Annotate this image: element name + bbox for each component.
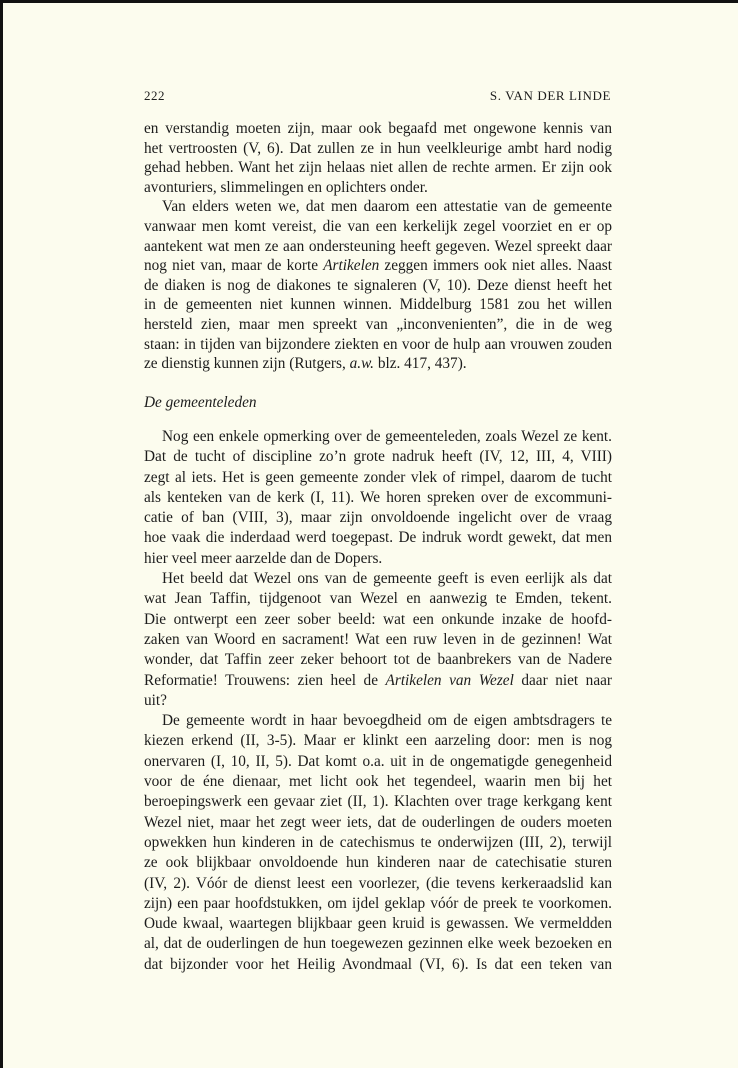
text-run: Reformatie! Trouwens: zien heel de xyxy=(144,671,386,689)
text-run: zaken van Woord en sacrament! Wat een ruw leven in de gezinnen! Wat xyxy=(144,630,612,648)
text-line xyxy=(144,335,612,355)
scan-edge-left xyxy=(0,0,3,1068)
italic-text: Artikelen xyxy=(323,257,380,275)
text-line xyxy=(144,691,612,711)
text-run: blz. 417, 437). xyxy=(374,355,467,373)
text-run: wonder, dat Taffin zeer zeker behoort tot de baanbrekers van de Nadere xyxy=(144,651,612,669)
text-run: in de gemeenten niet kunnen winnen. Middelburg 1581 zou het willen xyxy=(144,296,612,314)
text-line xyxy=(144,772,612,792)
text-line xyxy=(144,237,612,257)
text-line xyxy=(144,671,612,691)
text-line xyxy=(144,731,612,751)
line-content xyxy=(144,611,612,628)
text-line xyxy=(144,528,612,548)
text-run: dat bijzonder voor het Heilig Avondmaal (VI, 6). Is dat een teken van xyxy=(144,955,612,973)
italic-text: Artikelen van Wezel xyxy=(385,671,514,689)
line-content xyxy=(144,469,612,486)
line-content xyxy=(144,238,612,255)
text-run: staan: in tijden van bijzondere ziekten en voor de hulp aan vrouwen zouden xyxy=(144,335,612,353)
text-line xyxy=(144,256,612,276)
text-line xyxy=(144,488,612,508)
text-line xyxy=(144,427,612,447)
text-line xyxy=(144,217,612,237)
text-run: vanwaar men komt vereist, die van een kerkelijk zegel voorziet en er op xyxy=(144,217,612,235)
line-content xyxy=(144,218,612,235)
text-line xyxy=(144,569,612,589)
line-content xyxy=(144,590,612,607)
text-run: ze ook blijkbaar onvoldoende hun kinderen naar de catechisatie sturen xyxy=(144,854,612,872)
line-content xyxy=(144,875,612,892)
line-content xyxy=(144,915,612,932)
text-line xyxy=(144,158,612,178)
text-line xyxy=(144,610,612,630)
text-line xyxy=(144,508,612,528)
text-line xyxy=(144,894,612,914)
text-run: ze dienstig kunnen zijn (Rutgers, xyxy=(144,355,350,373)
line-content xyxy=(144,672,612,689)
line-content xyxy=(144,529,612,546)
text-run: aantekent wat men ze aan ondersteuning heeft gegeven. Wezel spreekt daar xyxy=(144,237,612,255)
text-line xyxy=(144,792,612,812)
text-line xyxy=(144,650,612,670)
line-content xyxy=(144,651,612,668)
text-line xyxy=(144,711,612,731)
text-run: Oude kwaal, waartegen blijkbaar geen kruid is gewassen. We vermeldden xyxy=(144,915,612,933)
text-run: al, dat de ouderlingen de hun toegewezen gezinnen elke week bezoeken en xyxy=(144,935,612,953)
text-line xyxy=(144,833,612,853)
line-content xyxy=(162,428,612,445)
text-run: opwekken hun kinderen in de catechismus te onderwijzen (III, 2), terwijl xyxy=(144,833,612,851)
line-content xyxy=(144,753,612,770)
line-content xyxy=(144,355,467,372)
line-content xyxy=(144,834,612,851)
line-content xyxy=(144,773,612,790)
line-content xyxy=(144,159,612,176)
line-content xyxy=(144,120,612,137)
text-line xyxy=(144,853,612,873)
line-content xyxy=(144,956,612,973)
text-line xyxy=(144,914,612,934)
text-run: zegt al iets. Het is geen gemeente zonder vlek of rimpel, daarom de tucht xyxy=(144,468,612,486)
text-run: avonturiers, slimmelingen en oplichters onder. xyxy=(144,178,428,196)
text-line xyxy=(144,874,612,894)
text-run: kiezen erkend (II, 3-5). Maar er klinkt een aarzeling door: men is nog xyxy=(144,732,612,750)
text-line xyxy=(144,955,612,975)
text-run: uit? xyxy=(144,691,167,709)
line-content xyxy=(162,198,612,215)
line-content xyxy=(144,854,612,871)
running-head-author: S. VAN DER LINDE xyxy=(489,88,611,103)
text-run: het vertroosten (V, 6). Dat zullen ze in hun veelkleurige ambt hard nodig xyxy=(144,139,612,157)
text-run: zijn) een paar hoofdstukken, om ijdel geklap vóór de preek te voorkomen. xyxy=(144,894,612,912)
text-run: Dat de tucht of discipline zo’n grote nadruk heeft (IV, 12, III, 4, VIII) xyxy=(144,448,612,466)
line-content xyxy=(144,179,428,196)
text-line xyxy=(144,549,612,569)
line-content xyxy=(144,732,612,749)
line-content xyxy=(144,631,612,648)
text-run: catie of ban (VIII, 3), maar zijn onvoldoende ingelicht over de vraag xyxy=(144,509,612,527)
line-content xyxy=(162,570,612,587)
line-content xyxy=(144,935,612,952)
text-run: wat Jean Taffin, tijdgenoot van Wezel en aanwezig te Emden, tekent. xyxy=(144,590,612,608)
line-content xyxy=(144,277,612,294)
text-run: Wezel niet, maar het zegt weer iets, dat de ouderlingen de ouders moeten xyxy=(144,813,612,831)
text-line xyxy=(144,119,612,139)
text-line xyxy=(144,276,612,296)
line-content xyxy=(144,692,167,709)
line-content xyxy=(144,895,612,912)
text-line xyxy=(144,197,612,217)
line-content xyxy=(144,814,612,831)
text-run: Het beeld dat Wezel ons van de gemeente geeft is even eerlijk als dat xyxy=(162,570,612,588)
line-content xyxy=(144,448,612,465)
italic-text: a.w. xyxy=(349,355,374,373)
text-line xyxy=(144,178,612,198)
text-line xyxy=(144,315,612,335)
text-line xyxy=(144,589,612,609)
text-block-intro xyxy=(144,119,612,374)
line-content xyxy=(144,140,612,157)
text-run: hier veel meer aarzelde dan de Dopers. xyxy=(144,549,383,567)
text-line xyxy=(144,468,612,488)
text-line xyxy=(144,630,612,650)
text-line xyxy=(144,295,612,315)
text-block-gemeenteleden xyxy=(144,427,612,975)
text-run: De gemeente wordt in haar bevoegdheid om de eigen ambtsdragers te xyxy=(162,712,612,730)
text-line xyxy=(144,934,612,954)
line-content xyxy=(144,336,612,353)
line-content xyxy=(144,316,612,333)
text-line xyxy=(144,354,612,374)
text-run: daar niet naar xyxy=(513,671,612,689)
text-line xyxy=(144,752,612,772)
text-run: onervaren (I, 10, II, 5). Dat komt o.a. uit in de ongematigde genegenheid xyxy=(144,752,612,770)
text-run: als kenteken van de kerk (I, 11). We horen spreken over de excommuni- xyxy=(144,488,612,506)
text-line xyxy=(144,813,612,833)
line-content xyxy=(144,257,612,274)
text-line xyxy=(144,447,612,467)
scan-edge-top xyxy=(0,0,738,3)
line-content xyxy=(144,550,382,567)
text-run: voor de éne dienaar, met licht ook het tegendeel, waarin men bij het xyxy=(144,773,612,791)
text-run: (IV, 2). Vóór de dienst leest een voorlezer, (die tevens kerkeraadslid kan xyxy=(144,874,612,892)
text-run: zeggen immers ook niet alles. Naast xyxy=(379,257,612,275)
line-content xyxy=(144,509,612,526)
text-run: Van elders weten we, dat men daarom een attestatie van de gemeente xyxy=(162,198,612,216)
text-run: hersteld zien, maar men spreekt van „inconvenienten”, die in de weg xyxy=(144,315,612,333)
line-content xyxy=(162,712,612,729)
text-run: gehad hebben. Want het zijn helaas niet allen de rechte armen. Er zijn ook xyxy=(144,159,612,177)
line-content xyxy=(144,296,612,313)
text-run: de diaken is nog de diakones te signaleren (V, 10). Deze dienst heeft het xyxy=(144,276,612,294)
text-run: hoe vaak die inderdaad werd toegepast. De indruk wordt gewekt, dat men xyxy=(144,529,612,547)
text-run: beroepingswerk een gevaar ziet (II, 1). Klachten over trage kerkgang kent xyxy=(144,793,612,811)
section-heading: De gemeenteleden xyxy=(144,394,257,411)
text-line xyxy=(144,139,612,159)
text-run: en verstandig moeten zijn, maar ook begaafd met ongewone kennis van xyxy=(144,120,612,137)
text-run: nog niet van, maar de korte xyxy=(144,257,324,275)
line-content xyxy=(144,489,612,506)
line-content xyxy=(144,793,612,810)
page-number: 222 xyxy=(144,88,165,103)
text-run: Nog een enkele opmerking over de gemeenteleden, zoals Wezel ze kent. xyxy=(162,428,612,445)
text-run: Die ontwerpt een zeer sober beeld: wat een onkunde inzake de hoofd- xyxy=(144,610,612,628)
